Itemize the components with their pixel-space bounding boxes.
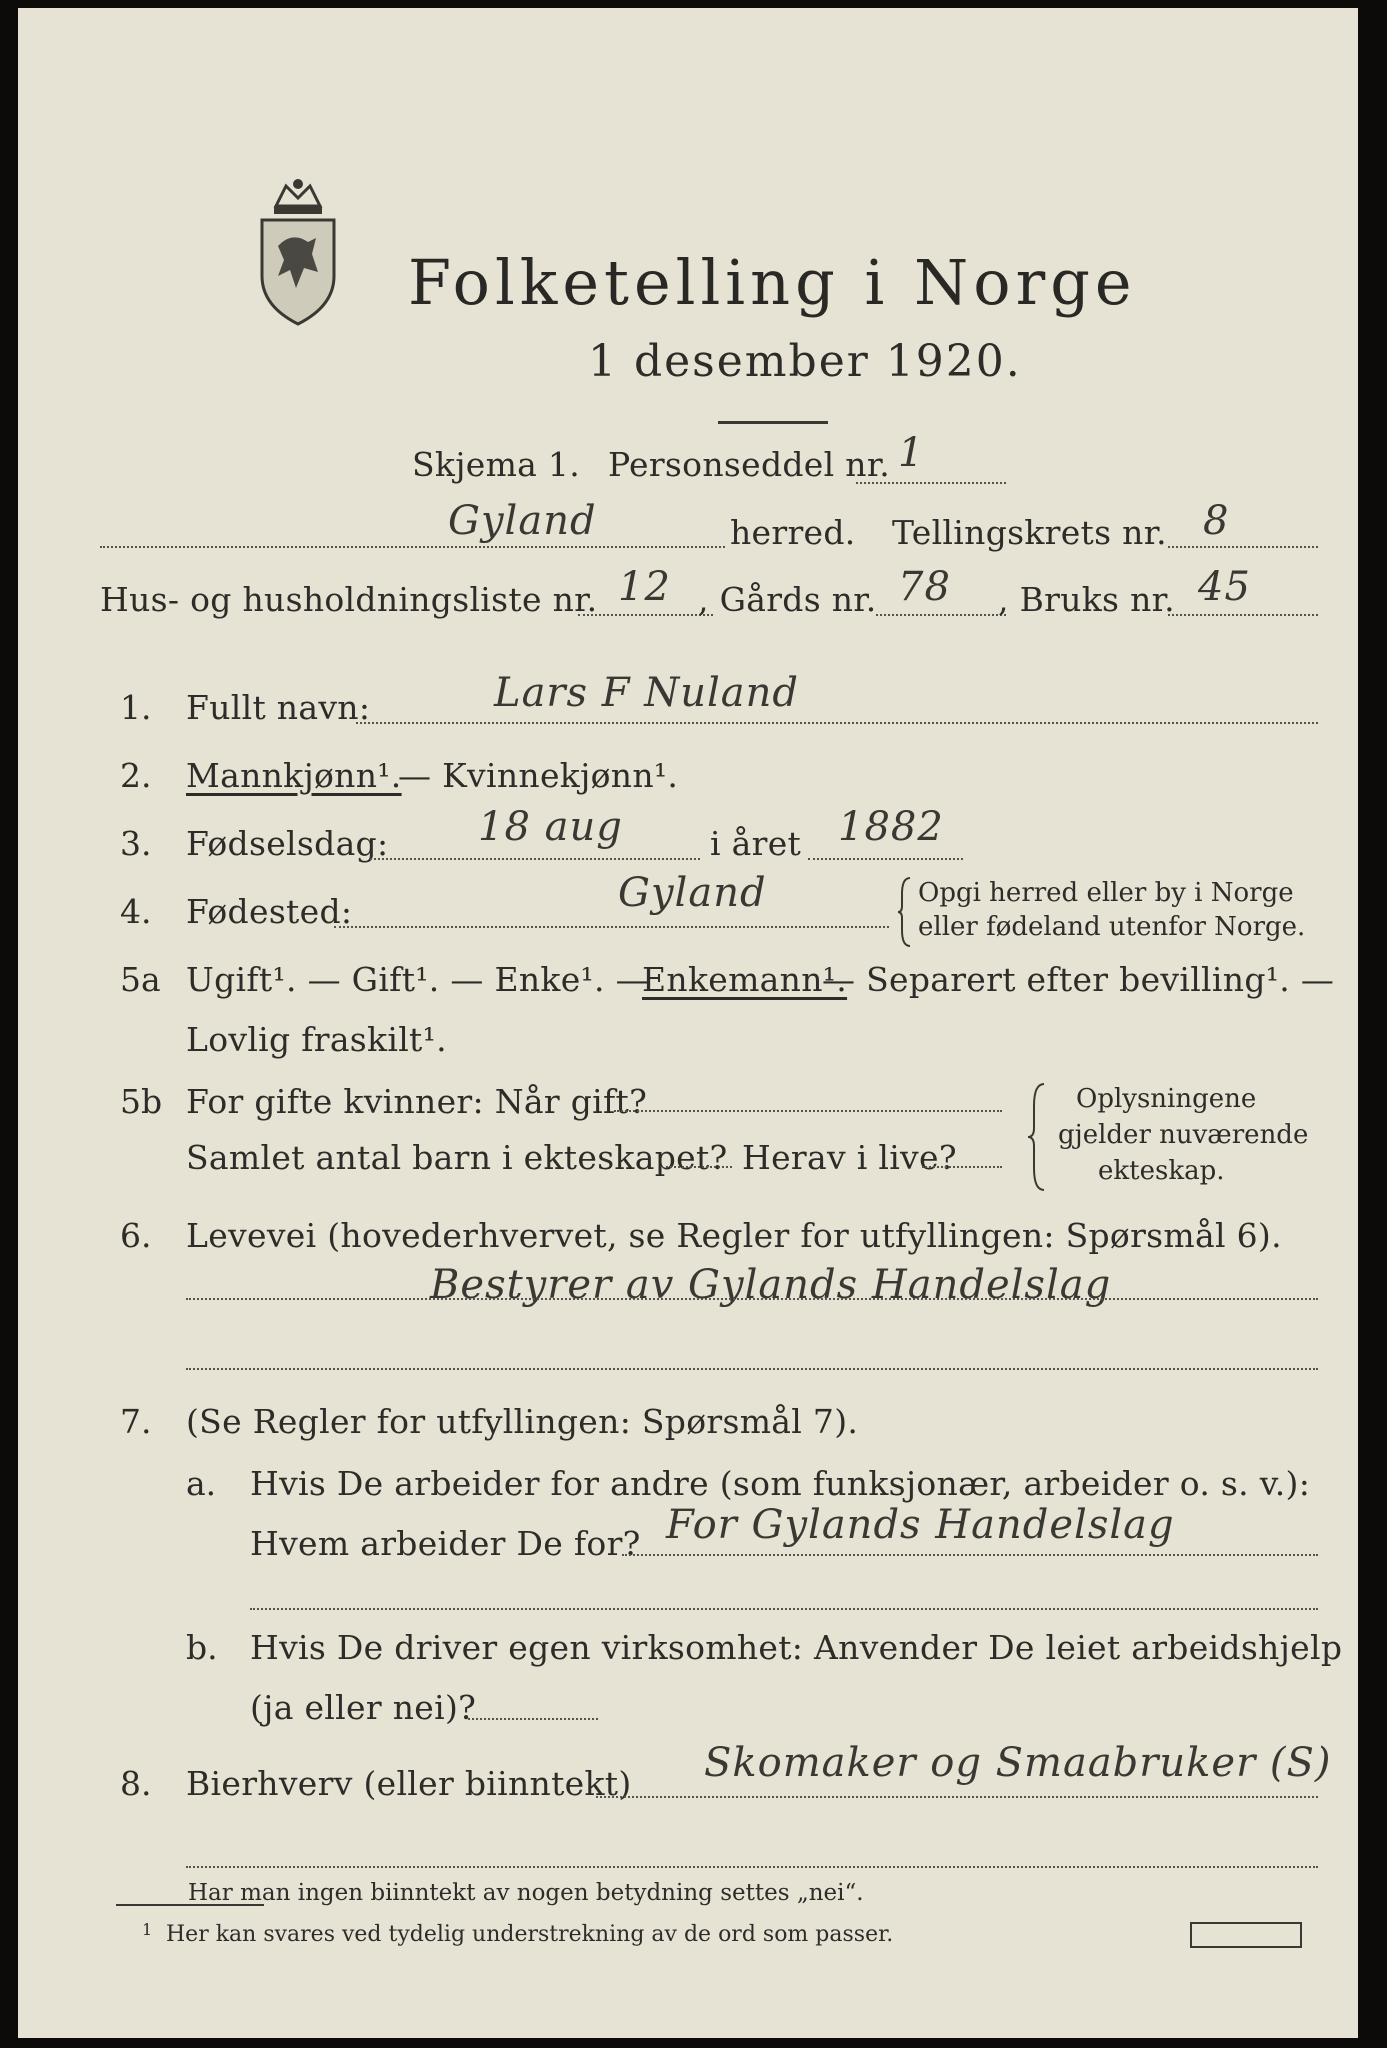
q3-value: 18 aug	[478, 804, 623, 850]
q4-note-2: eller fødeland utenfor Norge.	[918, 912, 1306, 942]
q3-label: Fødselsdag:	[186, 824, 389, 863]
q7-number: 7.	[120, 1402, 152, 1441]
q6-line-2	[186, 1368, 1318, 1370]
q6-label: Levevei (hovederhvervet, se Regler for utfyllingen: Spørsmål 6).	[186, 1216, 1282, 1255]
q8-line-1	[596, 1796, 1318, 1798]
gards-line	[876, 614, 1006, 616]
q3-line	[370, 858, 700, 860]
gards-label: , Gårds nr.	[698, 580, 877, 619]
q7b-label-2: (ja eller nei)?	[250, 1688, 477, 1727]
q4-label: Fødested:	[186, 892, 353, 931]
q5b-note-3: ekteskap.	[1098, 1156, 1225, 1186]
title-divider	[718, 421, 828, 424]
q8-label: Bierhverv (eller biinntekt)	[186, 1764, 632, 1803]
q2-male: Mannkjønn¹.	[186, 756, 402, 795]
tellingskrets-label: Tellingskrets nr.	[892, 513, 1167, 552]
q7b-line	[468, 1718, 598, 1720]
q3-year-line	[808, 858, 963, 860]
q5a-number: 5a	[120, 960, 161, 999]
q5b-note-2: gjelder nuværende	[1058, 1120, 1309, 1150]
skjema-label: Skjema 1.	[412, 445, 581, 484]
bruks-label: , Bruks nr.	[998, 580, 1175, 619]
gards-value: 78	[898, 564, 951, 610]
coat-of-arms-icon	[256, 176, 340, 326]
q5b-label-2: Samlet antal barn i ekteskapet?	[186, 1138, 728, 1177]
q5b-label-3: Herav i live?	[742, 1138, 957, 1177]
q7a-line-1	[622, 1554, 1318, 1556]
q7-label: (Se Regler for utfyllingen: Spørsmål 7).	[186, 1402, 859, 1441]
q5b-number: 5b	[120, 1082, 163, 1121]
q7a-letter: a.	[186, 1464, 217, 1503]
herred-label: herred.	[730, 513, 856, 552]
husholdning-line	[578, 614, 713, 616]
husholdning-label: Hus- og husholdningsliste nr.	[100, 580, 598, 619]
herred-value: Gyland	[448, 498, 597, 544]
q4-value: Gyland	[618, 870, 767, 916]
q5b-brace-icon	[1028, 1082, 1048, 1192]
footnote-mark: 1	[142, 1920, 153, 1939]
q7a-line-2	[250, 1608, 1318, 1610]
q3-number: 3.	[120, 824, 152, 863]
q7b-letter: b.	[186, 1628, 218, 1667]
form-title: Folketelling i Norge	[408, 246, 1137, 319]
q4-brace-icon	[898, 876, 914, 948]
q5a-options-1: Ugift¹. — Gift¹. — Enke¹. —	[186, 960, 649, 999]
q1-label: Fullt navn:	[186, 688, 371, 727]
q2-number: 2.	[120, 756, 152, 795]
q4-number: 4.	[120, 892, 152, 931]
q5a-options-2: — Separert efter bevilling¹. —	[822, 960, 1335, 999]
q5b-line-1	[614, 1110, 1002, 1112]
q5a-options-3: Lovlig fraskilt¹.	[186, 1020, 447, 1059]
q3-year-value: 1882	[838, 804, 944, 850]
q7a-label-1: Hvis De arbeider for andre (som funksjonær, arbeider o. s. v.):	[250, 1464, 1311, 1503]
q8-line-2	[186, 1866, 1318, 1868]
q8-value: Skomaker og Smaabruker (S)	[704, 1740, 1332, 1786]
form-date: 1 desember 1920.	[588, 336, 1022, 387]
q5b-label-1: For gifte kvinner: Når gift?	[186, 1082, 648, 1121]
q7a-label-2: Hvem arbeider De for?	[250, 1524, 641, 1563]
q4-note-1: Opgi herred eller by i Norge	[918, 878, 1294, 908]
q6-number: 6.	[120, 1216, 152, 1255]
bruks-value: 45	[1198, 564, 1251, 610]
footer-note: Har man ingen biinntekt av nogen betydning settes „nei“.	[188, 1880, 864, 1906]
printer-stamp	[1190, 1922, 1302, 1948]
q6-value: Bestyrer av Gylands Handelslag	[430, 1262, 1112, 1308]
personseddel-value: 1	[898, 430, 925, 476]
husholdning-value: 12	[618, 564, 671, 610]
census-form-page	[18, 8, 1358, 2038]
footnote-rule	[116, 1904, 264, 1906]
q5a-enkemann: Enkemann¹.	[642, 960, 848, 999]
tellingskrets-line	[1168, 546, 1318, 548]
q1-number: 1.	[120, 688, 152, 727]
q5b-line-3	[922, 1166, 1002, 1168]
personseddel-line	[856, 482, 1006, 484]
q5b-note-1: Oplysningene	[1076, 1084, 1257, 1114]
personseddel-label: Personseddel nr.	[608, 445, 891, 484]
q2-female: — Kvinnekjønn¹.	[398, 756, 679, 795]
q7b-label-1: Hvis De driver egen virksomhet: Anvender De leiet arbeidshjelp	[250, 1628, 1343, 1667]
q5b-line-2	[666, 1166, 732, 1168]
tellingskrets-value: 8	[1203, 498, 1230, 544]
q6-line-1	[186, 1298, 1318, 1300]
q8-number: 8.	[120, 1764, 152, 1803]
herred-line	[100, 546, 725, 548]
q7a-value: For Gylands Handelslag	[666, 1502, 1175, 1548]
q4-line	[334, 926, 889, 928]
q1-line	[356, 722, 1318, 724]
bruks-line	[1168, 614, 1318, 616]
q1-value: Lars F Nuland	[494, 670, 800, 716]
q3-year-label: i året	[710, 824, 802, 863]
footnote-text: Her kan svares ved tydelig understrekning av de ord som passer.	[166, 1922, 894, 1947]
